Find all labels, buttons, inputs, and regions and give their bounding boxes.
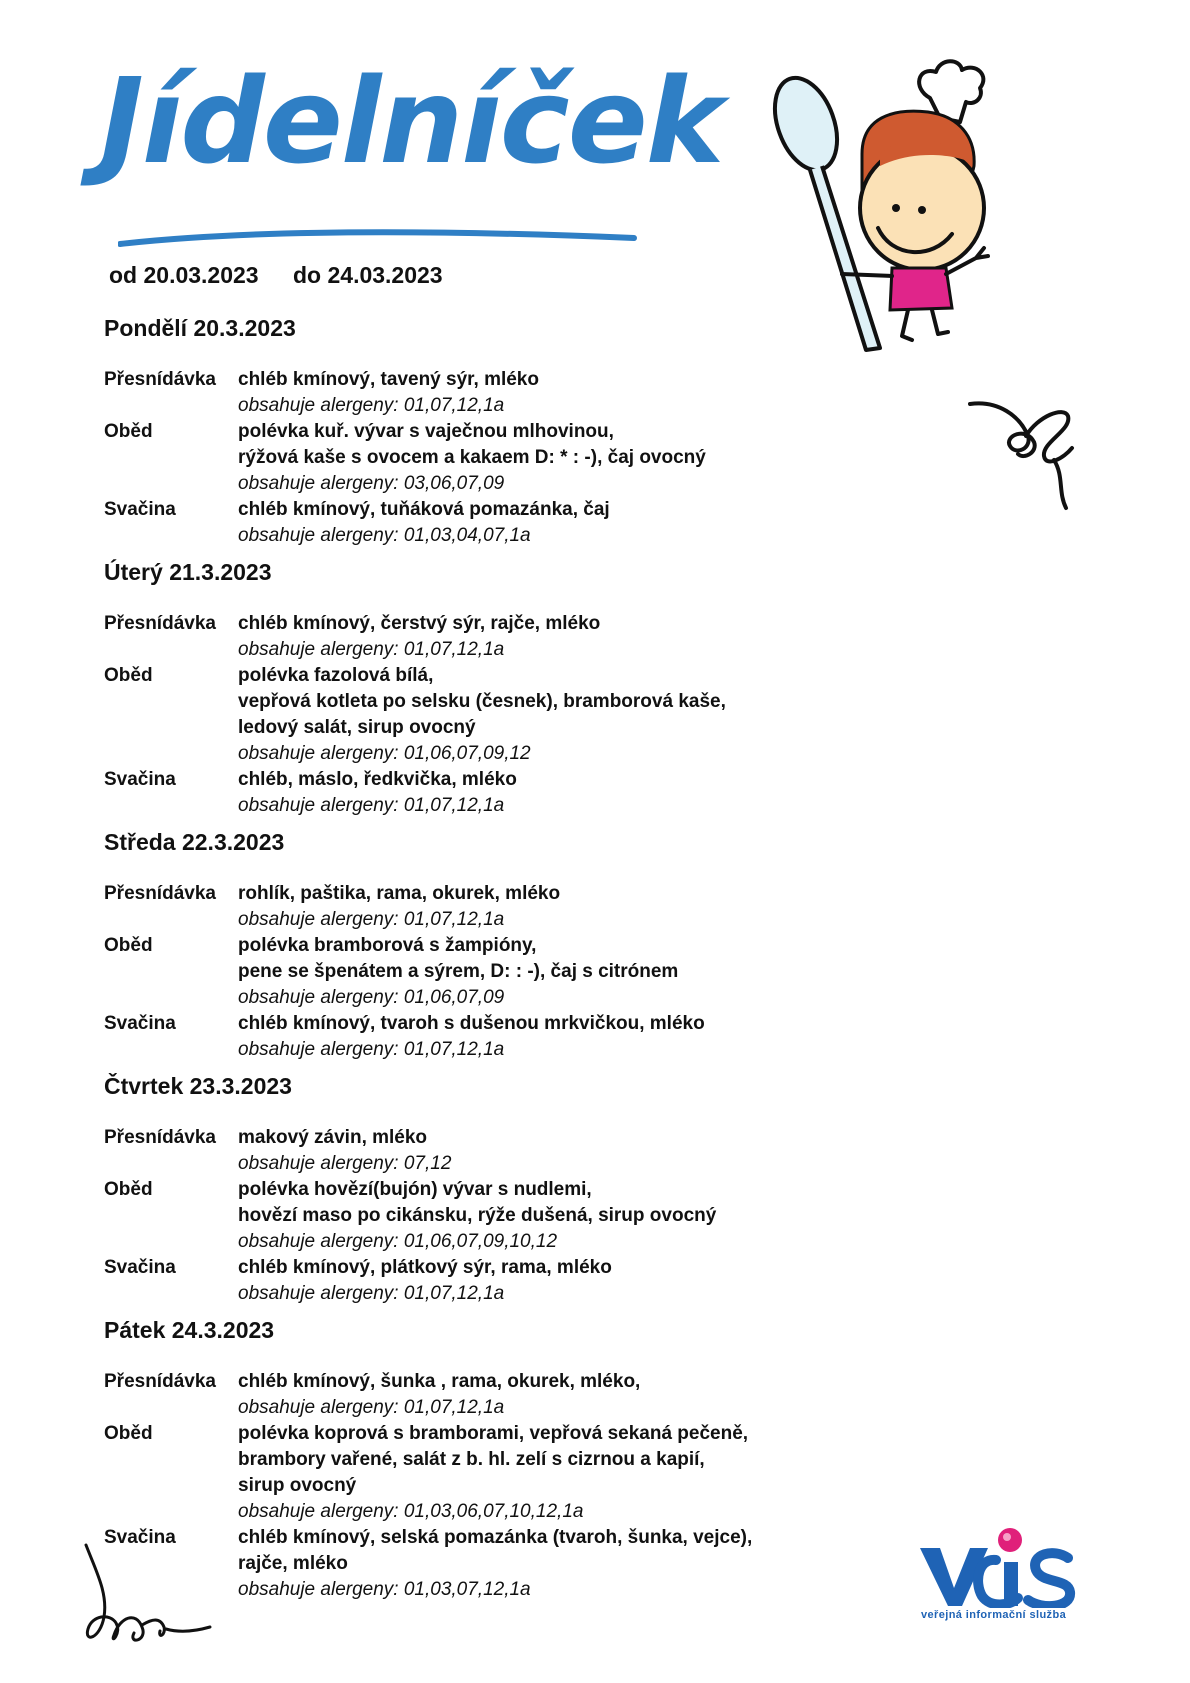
meal-label: Svačina [104, 499, 176, 520]
day-title: Úterý 21.3.2023 [104, 559, 272, 585]
allergens-note: obsahuje alergeny: 01,06,07,09,12 [238, 743, 531, 764]
dish-line: brambory vařené, salát z b. hl. zelí s cizrnou a kapií, [238, 1449, 705, 1470]
meal-body [238, 1369, 824, 1421]
meal-label: Oběd [104, 1423, 153, 1444]
meal-body [238, 611, 824, 663]
meal-row [104, 1255, 824, 1307]
dish-line: sirup ovocný [238, 1475, 357, 1496]
meal-row [104, 1421, 824, 1525]
meal-body [238, 497, 824, 549]
meal-body [238, 1525, 824, 1603]
day-title: Pátek 24.3.2023 [104, 1317, 275, 1343]
meal-row [104, 419, 824, 497]
dish-line: makový závin, mléko [238, 1127, 428, 1148]
dish-line: chléb, máslo, ředkvička, mléko [238, 769, 517, 790]
meal-label: Přesnídávka [104, 1371, 216, 1392]
meal-row [104, 767, 824, 819]
meal-label: Přesnídávka [104, 613, 216, 634]
meal-label: Oběd [104, 665, 153, 686]
dish-line: vepřová kotleta po selsku (česnek), bramborová kaše, [238, 691, 726, 712]
meal-body [238, 1177, 824, 1255]
meal-body [238, 663, 824, 767]
meal-row [104, 1177, 824, 1255]
vis-logo [918, 1518, 1098, 1628]
meal-label: Svačina [104, 1527, 176, 1548]
page-title: Jídelníček [100, 52, 723, 190]
meal-row [104, 1011, 824, 1063]
date-range [109, 262, 443, 289]
allergens-note: obsahuje alergeny: 01,07,12,1a [238, 1039, 505, 1060]
dish-line: hovězí maso po cikánsku, rýže dušená, sirup ovocný [238, 1205, 717, 1226]
vis-logo-tagline: veřejná informační služba [921, 1609, 1067, 1621]
dish-line: chléb kmínový, čerstvý sýr, rajče, mléko [238, 613, 601, 634]
allergens-note: obsahuje alergeny: 01,06,07,09 [238, 987, 505, 1008]
meal-body [238, 1125, 824, 1177]
dish-line: pene se špenátem a sýrem, D: : -), čaj s citrónem [238, 961, 679, 982]
allergens-note: obsahuje alergeny: 01,07,12,1a [238, 639, 505, 660]
allergens-note: obsahuje alergeny: 01,03,06,07,10,12,1a [238, 1501, 584, 1522]
allergens-note: obsahuje alergeny: 01,03,04,07,1a [238, 525, 531, 546]
allergens-note: obsahuje alergeny: 01,07,12,1a [238, 1397, 505, 1418]
meal-label: Svačina [104, 1013, 176, 1034]
vis-logo-mark [918, 1518, 1098, 1608]
meal-label: Svačina [104, 769, 176, 790]
day-title: Pondělí 20.3.2023 [104, 315, 296, 341]
meal-body [238, 1421, 824, 1525]
meal-row [104, 611, 824, 663]
dish-line: polévka fazolová bílá, [238, 665, 434, 686]
dish-line: polévka bramborová s žampióny, [238, 935, 537, 956]
meal-label: Přesnídávka [104, 883, 216, 904]
decorative-scribble [968, 396, 1088, 526]
meal-label: Přesnídávka [104, 369, 216, 390]
signature-scribble [80, 1541, 220, 1651]
meal-row [104, 497, 824, 549]
dish-line: polévka kuř. vývar s vaječnou mlhovinou, [238, 421, 614, 442]
weekly-menu [104, 313, 824, 1603]
title-underline-swoosh [118, 226, 638, 250]
day-title: Středa 22.3.2023 [104, 829, 285, 855]
allergens-note: obsahuje alergeny: 01,06,07,09,10,12 [238, 1231, 558, 1252]
dish-line: chléb kmínový, tvaroh s dušenou mrkvičkou, mléko [238, 1013, 705, 1034]
meal-label: Oběd [104, 1179, 153, 1200]
allergens-note: obsahuje alergeny: 03,06,07,09 [238, 473, 505, 494]
meal-body [238, 933, 824, 1011]
meal-body [238, 367, 824, 419]
meal-row [104, 933, 824, 1011]
meal-row [104, 1125, 824, 1177]
meal-row [104, 881, 824, 933]
meal-row [104, 367, 824, 419]
meal-body [238, 881, 824, 933]
allergens-note: obsahuje alergeny: 01,07,12,1a [238, 909, 505, 930]
allergens-note: obsahuje alergeny: 01,07,12,1a [238, 795, 505, 816]
meal-label: Svačina [104, 1257, 176, 1278]
dish-line: chléb kmínový, selská pomazánka (tvaroh, šunka, vejce), [238, 1527, 753, 1548]
meal-body [238, 767, 824, 819]
dish-line: chléb kmínový, šunka , rama, okurek, mléko, [238, 1371, 641, 1392]
dish-line: rajče, mléko [238, 1553, 348, 1574]
meal-label: Přesnídávka [104, 1127, 216, 1148]
day-section [104, 557, 824, 819]
allergens-note: obsahuje alergeny: 01,07,12,1a [238, 1283, 505, 1304]
day-title: Čtvrtek 23.3.2023 [104, 1073, 292, 1099]
day-section [104, 827, 824, 1063]
allergens-note: obsahuje alergeny: 07,12 [238, 1153, 452, 1174]
day-section [104, 313, 824, 549]
dish-line: rohlík, paštika, rama, okurek, mléko [238, 883, 561, 904]
dish-line: chléb kmínový, tuňáková pomazánka, čaj [238, 499, 610, 520]
meal-row [104, 1369, 824, 1421]
dish-line: rýžová kaše s ovocem a kakaem D: * : -), čaj ovocný [238, 447, 706, 468]
date-to: do 24.03.2023 [293, 262, 443, 288]
meal-body [238, 1011, 824, 1063]
dish-line: polévka hovězí(bujón) vývar s nudlemi, [238, 1179, 592, 1200]
dish-line: polévka koprová s bramborami, vepřová sekaná pečeně, [238, 1423, 749, 1444]
meal-label: Oběd [104, 935, 153, 956]
dish-line: chléb kmínový, tavený sýr, mléko [238, 369, 539, 390]
meal-body [238, 419, 824, 497]
meal-row [104, 663, 824, 767]
dish-line: ledový salát, sirup ovocný [238, 717, 476, 738]
date-from: od 20.03.2023 [109, 262, 259, 288]
dish-line: chléb kmínový, plátkový sýr, rama, mléko [238, 1257, 612, 1278]
day-section [104, 1071, 824, 1307]
meal-label: Oběd [104, 421, 153, 442]
allergens-note: obsahuje alergeny: 01,03,07,12,1a [238, 1579, 531, 1600]
allergens-note: obsahuje alergeny: 01,07,12,1a [238, 395, 505, 416]
meal-body [238, 1255, 824, 1307]
